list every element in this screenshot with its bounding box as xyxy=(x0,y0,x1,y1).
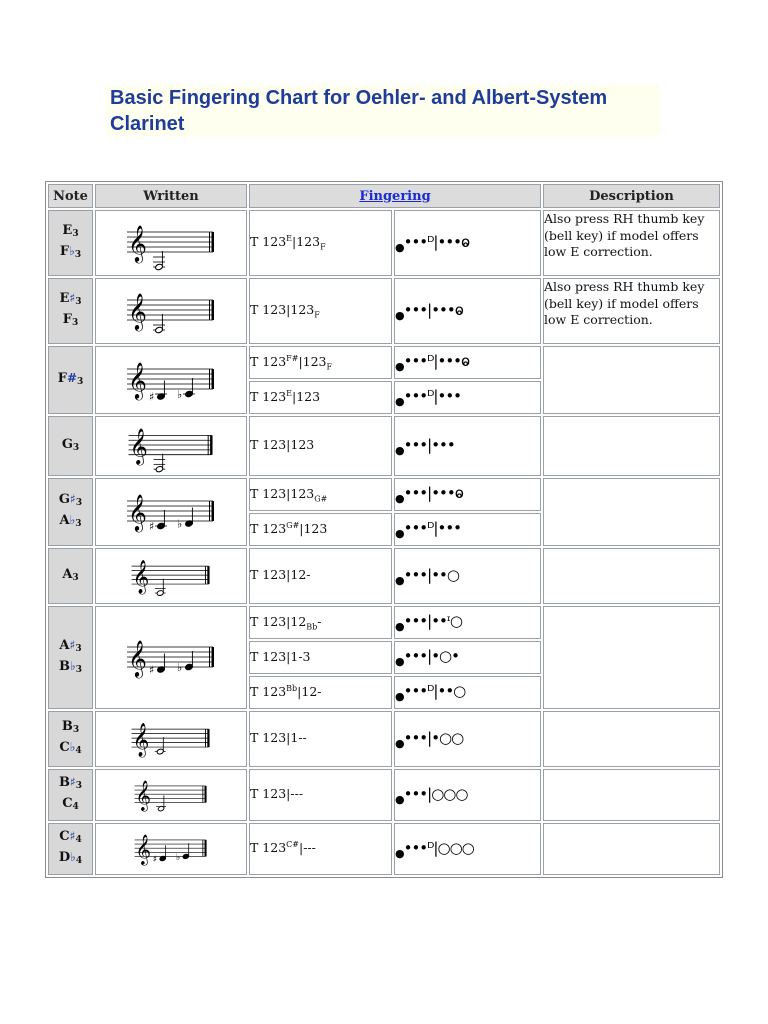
barline xyxy=(209,369,210,389)
fingering-diagram xyxy=(394,210,541,276)
header-row xyxy=(48,184,720,208)
fingering-link[interactable]: Fingering xyxy=(359,188,431,204)
staff-notation xyxy=(121,550,221,602)
hole-pattern: •••|••ᶦ○ xyxy=(403,612,462,630)
fingering-subscript: F xyxy=(314,310,320,320)
header-written: Written xyxy=(95,184,247,208)
fingering-text xyxy=(249,676,392,709)
note-accidental: ♯ xyxy=(69,829,76,843)
note-octave: 3 xyxy=(77,376,84,387)
note-octave: 3 xyxy=(72,572,79,583)
note-name xyxy=(49,774,92,795)
note-name xyxy=(49,491,92,512)
hole-pattern: •••ᴰ|○○○ xyxy=(403,838,474,857)
fingering-prefix: T 123|123 xyxy=(250,485,315,501)
table-row xyxy=(48,769,720,821)
fingering-subscript: F xyxy=(320,242,326,252)
note-name xyxy=(49,311,92,332)
fingering-table xyxy=(45,181,723,878)
description-cell xyxy=(543,823,720,875)
note-name xyxy=(49,828,92,849)
fingering-rh: |--- xyxy=(299,840,316,856)
hole-pattern: •••|••○ xyxy=(403,565,459,584)
final-barline xyxy=(207,729,209,747)
thumb-hole-icon: ● xyxy=(395,736,404,750)
note-name xyxy=(49,290,92,311)
fingering-diagram xyxy=(394,711,541,767)
fingering-prefix: T 123 xyxy=(250,353,287,369)
hole-pattern: •••|••• xyxy=(403,435,455,454)
note-name xyxy=(49,795,92,816)
barline xyxy=(205,566,206,584)
fingering-text xyxy=(249,416,392,476)
note-letter: B xyxy=(59,658,71,674)
thumb-hole-icon: ● xyxy=(395,792,404,806)
fingering-text xyxy=(249,548,392,604)
note-octave: 3 xyxy=(75,297,82,307)
note-octave: 3 xyxy=(75,519,82,529)
staff-notation xyxy=(121,629,221,687)
staff-cell xyxy=(95,478,247,546)
description-cell xyxy=(543,346,720,414)
fingering-suffix: - xyxy=(317,613,322,629)
note-cell xyxy=(48,210,93,276)
fingering-text xyxy=(249,381,392,414)
barline xyxy=(205,729,206,747)
description-cell xyxy=(543,478,720,546)
barline xyxy=(208,435,209,454)
fingering-text xyxy=(249,278,392,344)
description-cell xyxy=(543,416,720,476)
staff-notation xyxy=(121,713,221,765)
note-letter: B xyxy=(61,719,73,734)
note-name xyxy=(49,243,92,264)
note-octave: 4 xyxy=(75,856,83,866)
note-letter: C xyxy=(59,829,70,844)
fingering-prefix: T 123 xyxy=(250,683,287,699)
treble-clef-icon: 𝄞 xyxy=(132,558,150,593)
table-row xyxy=(48,278,720,344)
header-fingering xyxy=(249,184,541,208)
note-accidental: ♭ xyxy=(70,850,76,864)
barline xyxy=(209,647,210,667)
hole-pattern: •••ᴰ|•••ⱺ xyxy=(403,232,470,251)
note-letter: F xyxy=(62,312,72,327)
note-cell xyxy=(48,278,93,344)
final-barline xyxy=(212,501,215,521)
note-letter: C xyxy=(59,740,70,755)
fingering-prefix: T 123|12 xyxy=(250,613,307,629)
note-octave: 4 xyxy=(75,835,82,845)
description-cell: Also press RH thumb key (bell key) if model offers low E correction. xyxy=(543,278,720,344)
thumb-hole-icon: ● xyxy=(395,360,404,373)
fingering-rh: |123 xyxy=(292,234,321,250)
fingering-text xyxy=(249,641,392,674)
staff-notation xyxy=(121,351,221,409)
note-name xyxy=(49,637,92,658)
note-octave: 3 xyxy=(75,643,82,654)
note-name xyxy=(49,512,92,533)
note-cell xyxy=(48,548,93,604)
table-row xyxy=(48,416,720,476)
note-octave: 3 xyxy=(75,498,83,508)
fingering-rh: |123 xyxy=(292,388,321,404)
fingering-text xyxy=(249,346,392,379)
hole-pattern: •••|•••ⱺ xyxy=(403,300,463,319)
fingering-text xyxy=(249,711,392,767)
fingering-diagram xyxy=(394,278,541,344)
accidental: ♯ xyxy=(149,520,155,533)
staff-cell xyxy=(95,548,247,604)
note-accidental: ♯ xyxy=(69,291,76,305)
staff-cell xyxy=(95,823,247,875)
accidental: ♭ xyxy=(175,852,181,863)
note-cell xyxy=(48,711,93,767)
fingering-prefix: T 123 xyxy=(250,520,287,536)
staff-cell xyxy=(95,606,247,709)
hole-pattern: •••ᴰ|••○ xyxy=(403,682,466,700)
note-cell xyxy=(48,346,93,414)
accidental: ♯ xyxy=(149,663,155,676)
treble-clef-icon: 𝄞 xyxy=(135,780,152,812)
fingering-rh: |12- xyxy=(297,683,322,699)
table-row xyxy=(48,478,720,511)
accidental: ♭ xyxy=(177,660,183,674)
note-octave: 3 xyxy=(72,442,80,453)
hole-pattern: •••ᴰ|••• xyxy=(403,387,462,405)
fingering-prefix: T 123|--- xyxy=(250,786,304,802)
staff-notation xyxy=(121,825,221,873)
hole-pattern: •••|•○• xyxy=(403,647,459,665)
fingering-prefix: T 123|12- xyxy=(250,567,311,583)
hole-pattern: •••|○○○ xyxy=(403,784,468,803)
treble-clef-icon: 𝄞 xyxy=(128,292,147,330)
table-row xyxy=(48,711,720,767)
barline xyxy=(202,786,203,803)
title-box xyxy=(106,85,660,137)
fingering-prefix: T 123 xyxy=(250,840,287,856)
fingering-subscript: Bb xyxy=(306,622,318,632)
note-name xyxy=(49,739,92,760)
fingering-superscript: E xyxy=(286,234,293,244)
fingering-diagram xyxy=(394,381,541,414)
table-row xyxy=(48,346,720,379)
note-cell xyxy=(48,478,93,546)
fingering-prefix: T 123|123 xyxy=(250,437,315,453)
fingering-text xyxy=(249,210,392,276)
staff-notation xyxy=(121,214,221,272)
hole-pattern: •••|•••ⱺ xyxy=(403,484,463,502)
staff-cell xyxy=(95,278,247,344)
note-letter: G xyxy=(58,492,71,507)
hole-pattern: •••ᴰ|••• xyxy=(403,519,462,537)
final-barline xyxy=(212,369,215,389)
staff-notation xyxy=(121,418,221,474)
barline xyxy=(209,300,210,320)
note-accidental: ♯ xyxy=(70,492,76,506)
note-octave: 3 xyxy=(75,781,83,791)
thumb-hole-icon: ● xyxy=(395,395,404,408)
fingering-superscript: C# xyxy=(286,840,299,850)
thumb-hole-icon: ● xyxy=(395,240,404,254)
staff-cell xyxy=(95,769,247,821)
barline xyxy=(202,840,203,857)
fingering-subscript: F xyxy=(326,362,333,372)
note-letter: A xyxy=(62,566,73,582)
description-cell xyxy=(543,711,720,767)
accidental: ♯ xyxy=(149,390,155,404)
description-cell xyxy=(543,548,720,604)
note-letter: A xyxy=(59,513,70,528)
final-barline xyxy=(207,566,209,584)
hole-pattern: •••|•○○ xyxy=(403,728,464,747)
note-octave: 3 xyxy=(75,664,82,675)
note-name xyxy=(49,566,92,587)
note-accidental: ♭ xyxy=(70,658,76,673)
fingering-text xyxy=(249,478,392,511)
final-barline xyxy=(212,647,215,667)
table-row xyxy=(48,606,720,639)
note-accidental: ♭ xyxy=(69,740,76,754)
table-row xyxy=(48,823,720,875)
note-letter: F xyxy=(57,370,67,386)
treble-clef-icon: 𝄞 xyxy=(128,361,147,399)
final-barline xyxy=(205,840,207,857)
header-note: Note xyxy=(48,184,93,208)
thumb-hole-icon: ● xyxy=(395,443,404,457)
fingering-superscript: Bb xyxy=(286,683,298,693)
staff-notation xyxy=(121,282,221,340)
treble-clef-icon: 𝄞 xyxy=(132,721,150,756)
thumb-hole-icon: ● xyxy=(395,846,404,860)
note-accidental: ♭ xyxy=(69,513,76,527)
fingering-text xyxy=(249,513,392,546)
barline xyxy=(209,232,210,252)
note-letter: A xyxy=(59,637,70,653)
note-name xyxy=(49,222,92,243)
note-name xyxy=(49,849,92,870)
fingering-diagram xyxy=(394,548,541,604)
note-letter: E xyxy=(59,291,70,306)
note-cell xyxy=(48,416,93,476)
table-row xyxy=(48,548,720,604)
note-letter: F xyxy=(59,244,70,259)
fingering-superscript: E xyxy=(286,388,293,398)
fingering-text xyxy=(249,769,392,821)
fingering-diagram xyxy=(394,769,541,821)
treble-clef-icon: 𝄞 xyxy=(129,428,148,465)
fingering-diagram xyxy=(394,606,541,639)
note-accidental: # xyxy=(66,370,78,385)
description-cell xyxy=(543,769,720,821)
treble-clef-icon: 𝄞 xyxy=(135,834,152,866)
note-letter: G xyxy=(61,436,73,452)
fingering-text xyxy=(249,606,392,639)
fingering-prefix: T 123|1-3 xyxy=(250,648,311,664)
header-description: Description xyxy=(543,184,720,208)
note-letter: C xyxy=(62,796,73,811)
note-octave: 3 xyxy=(72,229,79,239)
description-cell xyxy=(543,606,720,709)
thumb-hole-icon: ● xyxy=(395,492,404,505)
note-name xyxy=(49,718,92,739)
barline xyxy=(209,501,210,521)
fingering-diagram xyxy=(394,676,541,709)
fingering-diagram xyxy=(394,478,541,511)
note-cell xyxy=(48,823,93,875)
fingering-text xyxy=(249,823,392,875)
thumb-hole-icon: ● xyxy=(395,620,404,633)
staff-cell xyxy=(95,210,247,276)
fingering-rh: |123 xyxy=(298,353,327,369)
staff-cell xyxy=(95,416,247,476)
thumb-hole-icon: ● xyxy=(395,655,404,668)
note-octave: 3 xyxy=(74,250,82,260)
note-octave: 4 xyxy=(75,746,82,756)
staff-cell xyxy=(95,346,247,414)
fingering-prefix: T 123 xyxy=(250,388,287,404)
fingering-diagram xyxy=(394,416,541,476)
note-cell xyxy=(48,769,93,821)
fingering-diagram xyxy=(394,346,541,379)
fingering-subscript: G# xyxy=(314,494,328,504)
note-letter: D xyxy=(58,850,71,865)
fingering-rh: |123 xyxy=(299,520,328,536)
note-accidental: ♯ xyxy=(69,775,76,789)
note-accidental: ♭ xyxy=(69,244,75,258)
treble-clef-icon: 𝄞 xyxy=(128,638,147,677)
note-letter: E xyxy=(62,223,73,238)
final-barline xyxy=(212,232,215,252)
treble-clef-icon: 𝄞 xyxy=(128,224,147,262)
thumb-hole-icon: ● xyxy=(395,573,404,587)
staff-notation xyxy=(121,771,221,819)
note-octave: 4 xyxy=(72,802,79,812)
fingering-prefix: T 123|123 xyxy=(250,302,315,318)
fingering-diagram xyxy=(394,823,541,875)
fingering-diagram xyxy=(394,513,541,546)
note-cell xyxy=(48,606,93,709)
thumb-hole-icon: ● xyxy=(395,527,404,540)
page-title: Basic Fingering Chart for Oehler- and Albert-System Clarinet xyxy=(110,87,608,135)
note-letter: B xyxy=(58,775,70,790)
final-barline xyxy=(205,786,207,803)
hole-pattern: •••ᴰ|•••ⱺ xyxy=(403,352,470,370)
accidental: ♭ xyxy=(177,517,183,531)
final-barline xyxy=(210,435,212,454)
final-barline xyxy=(212,300,215,320)
table-row xyxy=(48,210,720,276)
note-octave: 3 xyxy=(72,725,80,735)
staff-notation xyxy=(121,483,221,541)
description-cell: Also press RH thumb key (bell key) if model offers low E correction. xyxy=(543,210,720,276)
accidental: ♯ xyxy=(152,854,158,865)
treble-clef-icon: 𝄞 xyxy=(128,493,147,531)
note-accidental: ♯ xyxy=(69,637,76,652)
fingering-superscript: F# xyxy=(286,353,299,363)
fingering-prefix: T 123 xyxy=(250,234,287,250)
fingering-prefix: T 123|1-- xyxy=(250,730,307,746)
staff-cell xyxy=(95,711,247,767)
note-name xyxy=(49,436,92,457)
thumb-hole-icon: ● xyxy=(395,690,404,703)
thumb-hole-icon: ● xyxy=(395,308,404,322)
note-name xyxy=(49,370,92,391)
accidental: ♭ xyxy=(177,388,183,401)
fingering-diagram xyxy=(394,641,541,674)
note-octave: 3 xyxy=(71,318,79,328)
note-name xyxy=(49,658,92,679)
fingering-superscript: G# xyxy=(286,520,300,530)
